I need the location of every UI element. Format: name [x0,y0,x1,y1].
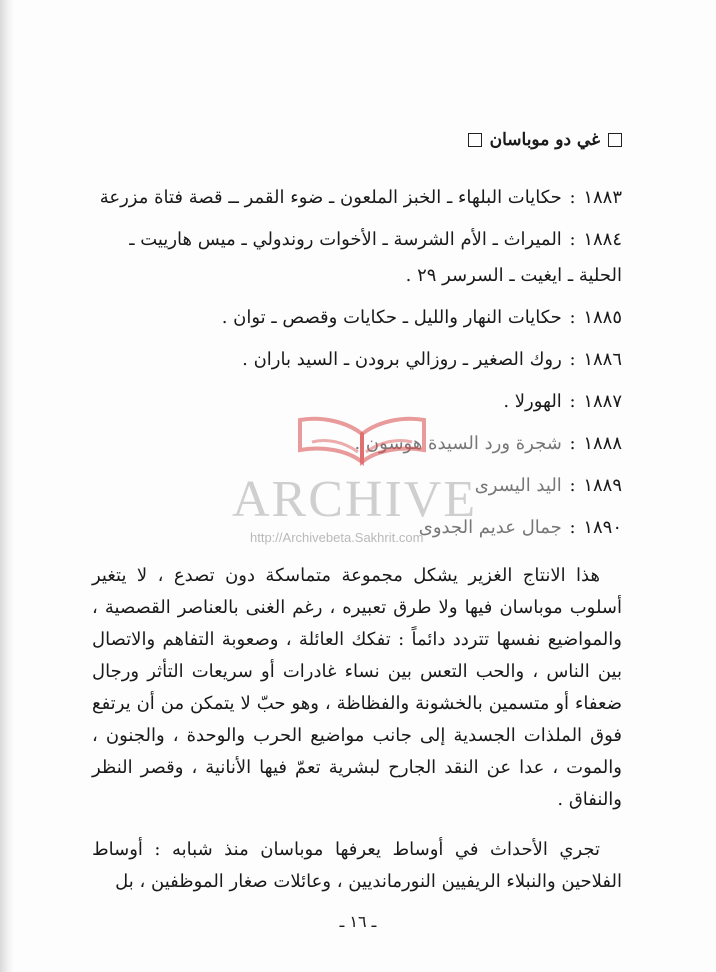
bibliography-entry: ١٨٨٧ : الهورلا . [503,391,622,412]
box-icon [468,133,482,147]
bibliography-entry: ١٨٩٠ : جمال عديم الجدوى [418,517,622,538]
bibliography-entry: ١٨٨٣ : حكايات البلهاء ـ الخبز الملعون ـ ضوء القمر ــ قصة فتاة مزرعة [99,187,622,208]
binding-shadow [0,0,14,972]
entry-text: حكايات النهار والليل ـ حكايات وقصص ـ توان . [221,307,562,328]
entry-year: ١٨٨٤ [583,229,622,250]
entry-year: ١٨٩٠ [583,517,622,538]
entry-year: ١٨٨٣ [583,187,622,208]
entry-year: ١٨٨٨ [583,433,622,454]
entry-text: شجرة ورد السيدة هوسون . [354,433,562,454]
entry-text: جمال عديم الجدوى [418,517,562,538]
entry-text: الميراث ـ الأم الشرسة ـ الأخوات روندولي ـ ميس هارييت ـ الحلية ـ ايغيت ـ السرسر ٢٩ . [129,229,622,286]
bibliography-entry: ١٨٨٤ : الميراث ـ الأم الشرسة ـ الأخوات روندولي ـ ميس هارييت ـ الحلية ـ ايغيت ـ السرسر ٢٩ . [129,229,622,286]
bibliography-entry: ١٨٨٦ : روك الصغير ـ روزالي برودن ـ السيد باران . [242,349,622,370]
entry-text: اليد اليسرى [474,475,562,496]
entry-year: ١٨٨٧ [583,391,622,412]
watermark-url: http://Archivebeta.Sakhrit.com [250,530,424,545]
entry-year: ١٨٨٩ [583,475,622,496]
entry-year: ١٨٨٦ [583,349,622,370]
page-content [92,180,622,916]
running-head [468,130,622,150]
bibliography-entry: ١٨٨٨ : شجرة ورد السيدة هوسون . [354,433,622,454]
running-head-title: غي دو موباسان [489,130,600,150]
body-paragraph: هذا الانتاج الغزير يشكل مجموعة متماسكة دون تصدع ، لا يتغير أسلوب موباسان فيها ولا طرق تعبيره ، رغم الغنى بالعناصر القصصية ، والمواضيع نفسها تتردد دائماً : تفكك العائلة ، وصعوبة التفاهم والاتصال بين الناس ، والحب التعس بين نساء غادرات أو سريعات التأثر ورجال ضعفاء أو متسمين بالخشونة والفظاظة ، وهو حبّ لا يتمكن من أن يرتفع فوق الملذات الجسدية إلى جانب مواضيع الحرب والوحدة ، والجنون ، والموت ، عدا عن النقد الجارح لبشرية تعمّ فيها الأنانية ، وقصر النظر والنفاق . [92,565,622,810]
box-icon [608,133,622,147]
entry-text: حكايات البلهاء ـ الخبز الملعون ـ ضوء القمر ــ قصة فتاة مزرعة [99,187,562,208]
entry-text: روك الصغير ـ روزالي برودن ـ السيد باران . [242,349,562,370]
bibliography-entry: ١٨٨٥ : حكايات النهار والليل ـ حكايات وقصص ـ توان . [221,307,622,328]
entry-year: ١٨٨٥ [583,307,622,328]
page-number: ـ ١٦ ـ [339,912,377,931]
entry-text: الهورلا . [503,391,562,412]
body-paragraph: تجري الأحداث في أوساط يعرفها موباسان منذ شبابه : أوساط الفلاحين والنبلاء الريفيين النورمانديين ، وعائلات صغار الموظفين ، بل [92,839,622,892]
watermark-word: ARCHIVE [232,471,478,528]
bibliography-entry: ١٨٨٩ : اليد اليسرى [474,475,622,496]
